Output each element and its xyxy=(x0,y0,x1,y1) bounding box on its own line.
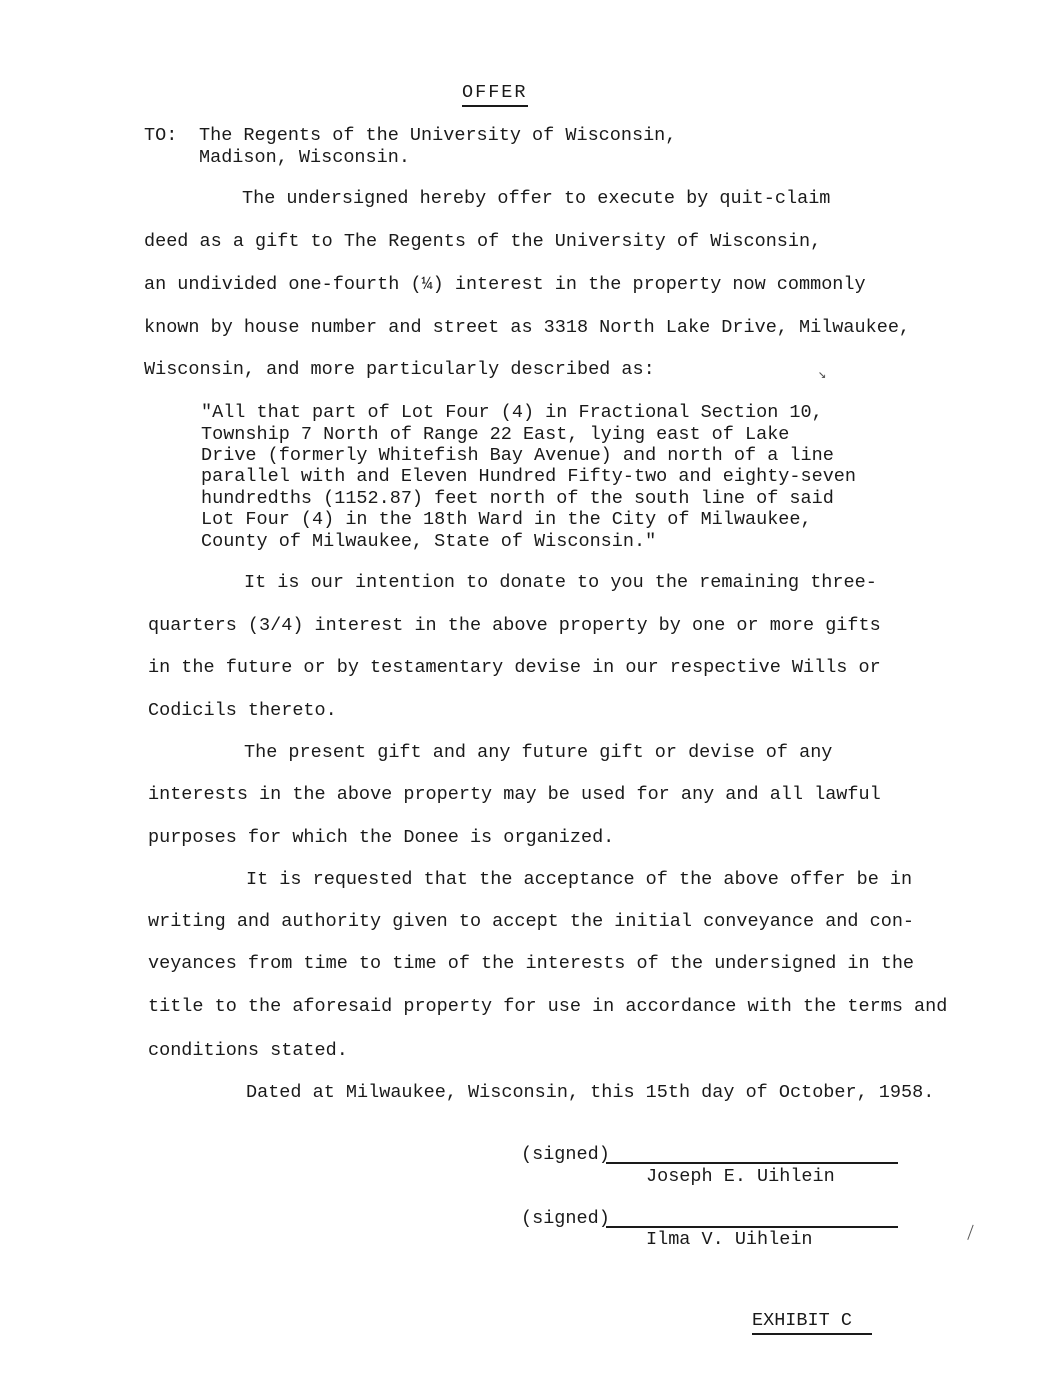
para1-line: The undersigned hereby offer to execute by quit-claim xyxy=(242,188,831,209)
para1-line: Wisconsin, and more particularly described as: xyxy=(144,359,655,380)
scan-mark: ↘ xyxy=(818,367,827,383)
legal-description-line: Drive (formerly Whitefish Bay Avenue) and north of a line xyxy=(201,445,834,466)
signature-label: (signed) xyxy=(521,1208,610,1229)
scan-mark: │ xyxy=(963,1224,977,1242)
para1-line: deed as a gift to The Regents of the University of Wisconsin, xyxy=(144,231,822,252)
para4-line: It is requested that the acceptance of the above offer be in xyxy=(246,869,913,890)
para3-line: purposes for which the Donee is organized. xyxy=(148,827,615,848)
para2-line: quarters (3/4) interest in the above property by one or more gifts xyxy=(148,615,881,636)
exhibit-label: EXHIBIT C xyxy=(752,1310,872,1335)
legal-description-line: Lot Four (4) in the 18th Ward in the City of Milwaukee, xyxy=(201,509,812,530)
addressee-line-1: The Regents of the University of Wisconsin, xyxy=(199,125,677,146)
para2-line: It is our intention to donate to you the remaining three- xyxy=(244,572,877,593)
para4-line: writing and authority given to accept the initial conveyance and con- xyxy=(148,911,915,932)
dated-line: Dated at Milwaukee, Wisconsin, this 15th day of October, 1958. xyxy=(246,1082,935,1103)
legal-description-line: Township 7 North of Range 22 East, lying east of Lake xyxy=(201,424,790,445)
legal-description-line: parallel with and Eleven Hundred Fifty-two and eighty-seven xyxy=(201,466,857,487)
signature-line xyxy=(606,1162,898,1164)
addressee-label: TO: xyxy=(144,125,178,146)
para3-line: interests in the above property may be used for any and all lawful xyxy=(148,784,881,805)
addressee-line-2: Madison, Wisconsin. xyxy=(199,147,410,168)
legal-description-line: "All that part of Lot Four (4) in Fractional Section 10, xyxy=(201,402,823,423)
para1-line: known by house number and street as 3318 North Lake Drive, Milwaukee, xyxy=(144,317,911,338)
para4-line: title to the aforesaid property for use in accordance with the terms and xyxy=(148,996,948,1017)
legal-description-line: County of Milwaukee, State of Wisconsin." xyxy=(201,531,657,552)
signature-line xyxy=(606,1226,898,1228)
para3-line: The present gift and any future gift or devise of any xyxy=(244,742,833,763)
para4-line: conditions stated. xyxy=(148,1040,348,1061)
para1-line: an undivided one-fourth (¼) interest in the property now commonly xyxy=(144,274,866,295)
para4-line: veyances from time to time of the interests of the undersigned in the xyxy=(148,953,915,974)
signatory-name: Ilma V. Uihlein xyxy=(646,1229,813,1250)
para2-line: Codicils thereto. xyxy=(148,700,337,721)
para2-line: in the future or by testamentary devise in our respective Wills or xyxy=(148,657,881,678)
signature-label: (signed) xyxy=(521,1144,610,1165)
signatory-name: Joseph E. Uihlein xyxy=(646,1166,835,1187)
document-title: OFFER xyxy=(462,82,528,107)
legal-description-line: hundredths (1152.87) feet north of the south line of said xyxy=(201,488,834,509)
